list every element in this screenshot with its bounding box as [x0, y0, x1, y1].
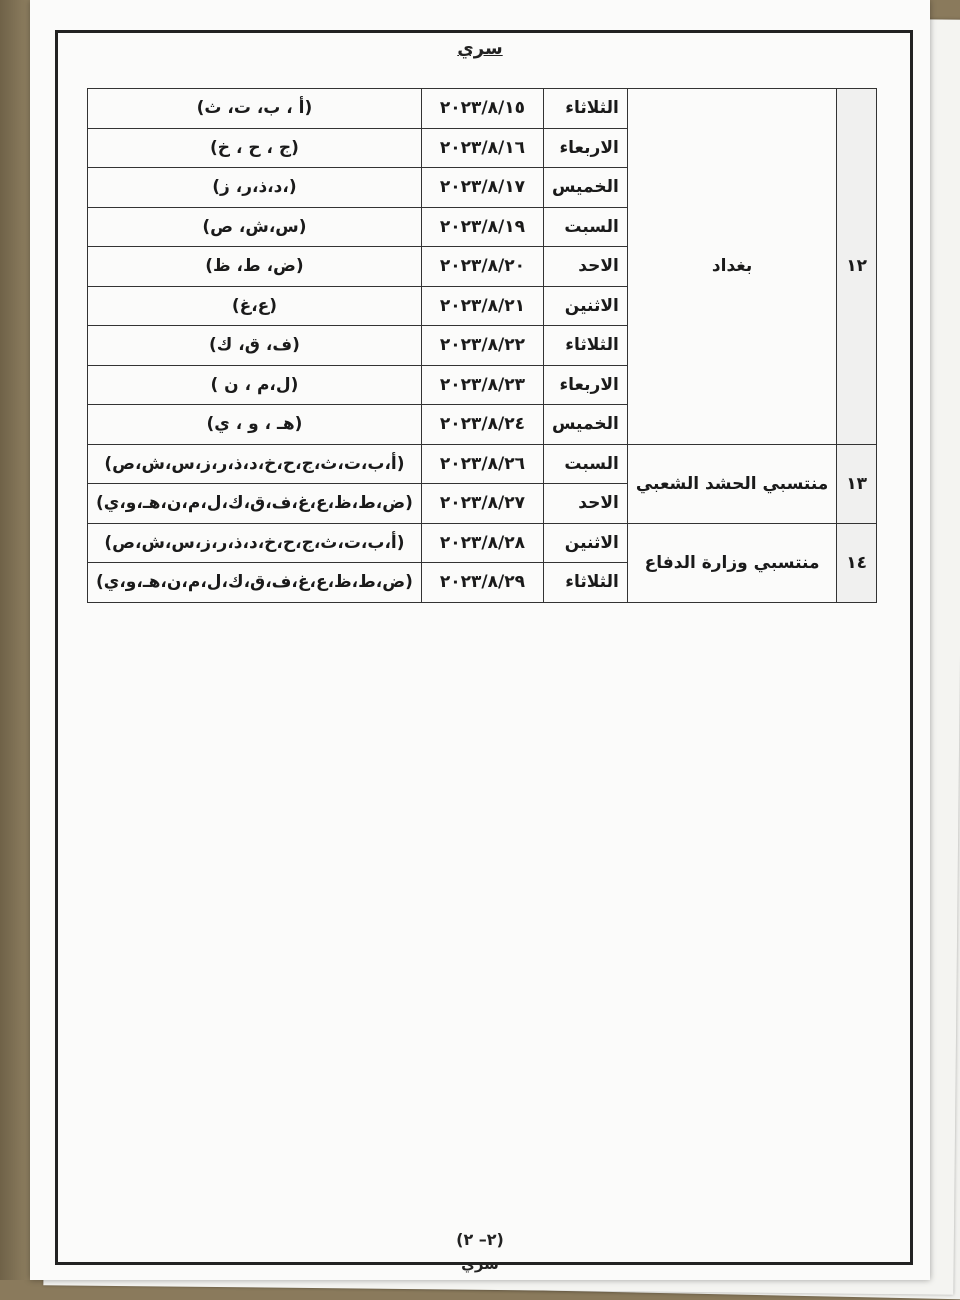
letters-cell: (ع،غ): [88, 286, 422, 326]
date-cell: ٢٠٢٣/٨/٢٣: [421, 365, 543, 405]
table-row: [88, 523, 877, 563]
date-cell: ٢٠٢٣/٨/٢٧: [421, 484, 543, 524]
letters-cell: (ض،ط،ظ،ع،غ،ف،ق،ك،ل،م،ن،هـ،و،ي): [88, 484, 422, 524]
day-cell: الاحد: [543, 484, 627, 524]
day-cell: الخميس: [543, 405, 627, 445]
letters-cell: (ض، ط، ظ): [88, 247, 422, 287]
group-number-cell: ١٢: [837, 89, 877, 445]
date-cell: ٢٠٢٣/٨/٢٨: [421, 523, 543, 563]
letters-cell: (س،ش، ص): [88, 207, 422, 247]
group-entity-cell: منتسبي الحشد الشعبي: [627, 444, 837, 523]
date-cell: ٢٠٢٣/٨/٢٩: [421, 563, 543, 603]
day-cell: الثلاثاء: [543, 326, 627, 366]
classification-header: سري: [457, 38, 503, 59]
group-number-cell: ١٣: [837, 444, 877, 523]
date-cell: ٢٠٢٣/٨/١٩: [421, 207, 543, 247]
letters-cell: (ض،ط،ظ،ع،غ،ف،ق،ك،ل،م،ن،هـ،و،ي): [88, 563, 422, 603]
date-cell: ٢٠٢٣/٨/٢١: [421, 286, 543, 326]
letters-cell: (،د،ذ،ر، ز): [88, 168, 422, 208]
day-cell: الاثنين: [543, 523, 627, 563]
letters-cell: (أ،ب،ت،ث،ج،ح،خ،د،ذ،ر،ز،س،ش،ص): [88, 523, 422, 563]
date-cell: ٢٠٢٣/٨/٢٤: [421, 405, 543, 445]
date-cell: ٢٠٢٣/٨/١٧: [421, 168, 543, 208]
day-cell: الاربعاء: [543, 365, 627, 405]
date-cell: ٢٠٢٣/٨/١٦: [421, 128, 543, 168]
date-cell: ٢٠٢٣/٨/٢٢: [421, 326, 543, 366]
letters-cell: (هـ ، و ، ي): [88, 405, 422, 445]
date-cell: ٢٠٢٣/٨/٢٦: [421, 444, 543, 484]
document-page: [30, 0, 930, 1280]
letters-cell: (ج ، ح ، خ): [88, 128, 422, 168]
letters-cell: (ل،م ، ن ): [88, 365, 422, 405]
day-cell: الاحد: [543, 247, 627, 287]
group-entity-cell: منتسبي وزارة الدفاع: [627, 523, 837, 602]
table-row: [88, 444, 877, 484]
group-number-cell: ١٤: [837, 523, 877, 602]
day-cell: الثلاثاء: [543, 563, 627, 603]
group-entity-cell: بغداد: [627, 89, 837, 445]
letters-cell: (أ ، ب، ت، ث): [88, 89, 422, 129]
classification-footer: سري: [461, 1255, 499, 1273]
schedule-table: [87, 88, 877, 603]
date-cell: ٢٠٢٣/٨/١٥: [421, 89, 543, 129]
day-cell: الاربعاء: [543, 128, 627, 168]
letters-cell: (أ،ب،ت،ث،ج،ح،خ،د،ذ،ر،ز،س،ش،ص): [88, 444, 422, 484]
letters-cell: (ف، ق، ك): [88, 326, 422, 366]
schedule-body: [88, 89, 877, 603]
day-cell: الاثنين: [543, 286, 627, 326]
day-cell: السبت: [543, 207, 627, 247]
day-cell: الثلاثاء: [543, 89, 627, 129]
day-cell: السبت: [543, 444, 627, 484]
day-cell: الخميس: [543, 168, 627, 208]
table-row: [88, 89, 877, 129]
page-number: (٢– ٢): [456, 1230, 504, 1249]
date-cell: ٢٠٢٣/٨/٢٠: [421, 247, 543, 287]
